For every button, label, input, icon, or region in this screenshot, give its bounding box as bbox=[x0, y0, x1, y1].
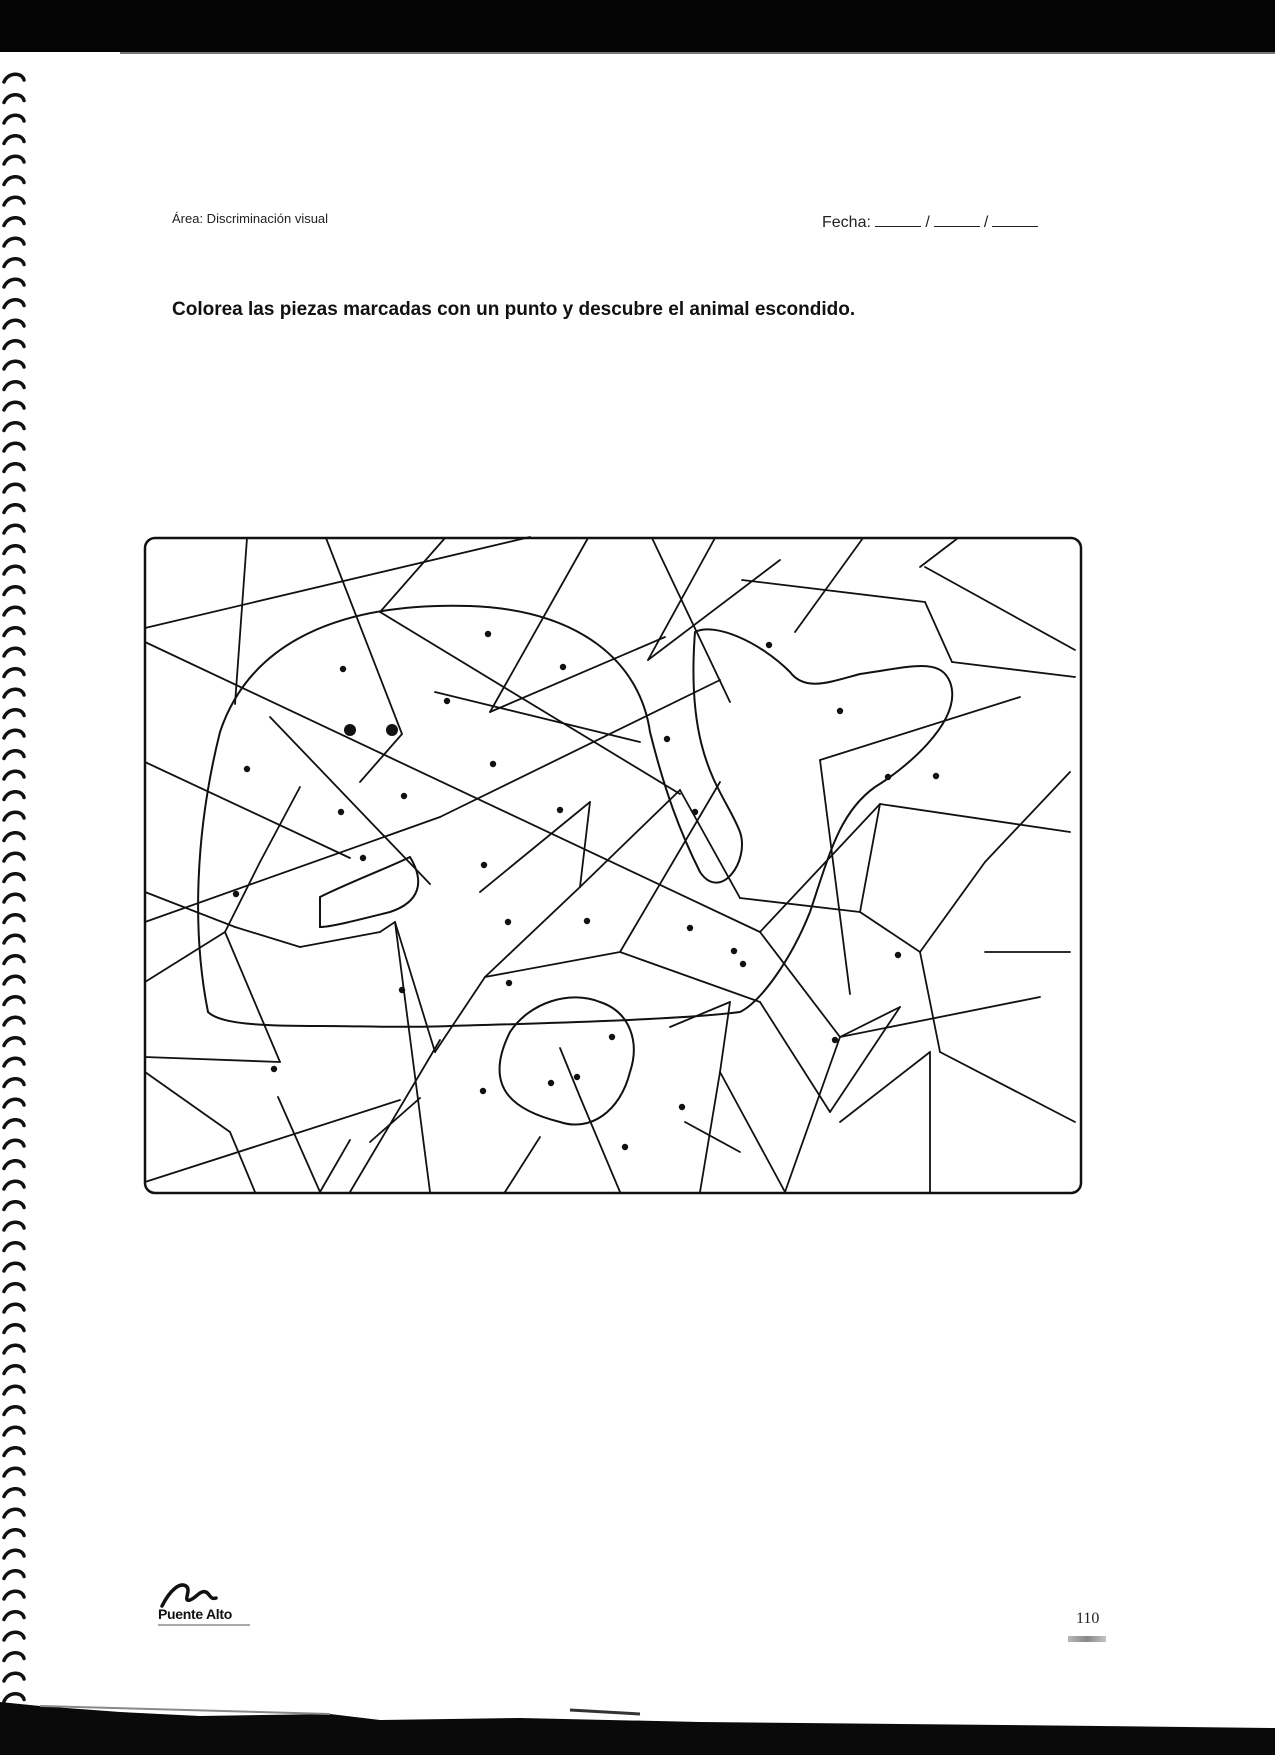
spiral-coil bbox=[4, 628, 24, 636]
spiral-coil bbox=[4, 1058, 24, 1066]
eye-left bbox=[344, 724, 356, 736]
spiral-coil bbox=[4, 1468, 24, 1476]
spiral-coil bbox=[4, 74, 24, 82]
scan-bottom-edge bbox=[0, 1692, 1275, 1755]
piece-marker-dot bbox=[444, 698, 450, 704]
spiral-coil bbox=[4, 1489, 24, 1497]
piece-marker-dot bbox=[485, 631, 491, 637]
spiral-coil bbox=[4, 238, 24, 246]
spiral-coil bbox=[4, 1366, 24, 1374]
piece-marker-dot bbox=[480, 1088, 486, 1094]
date-label: Fecha: bbox=[822, 214, 871, 231]
puente-alto-logo-mark bbox=[156, 1572, 266, 1632]
page-number-smudge bbox=[1068, 1636, 1106, 1642]
spiral-coil bbox=[4, 1550, 24, 1558]
spiral-coil bbox=[4, 1304, 24, 1312]
piece-marker-dot bbox=[933, 773, 939, 779]
spiral-coil bbox=[4, 300, 24, 308]
instruction-text: Colorea las piezas marcadas con un punto y descubre el animal escondido. bbox=[172, 299, 856, 320]
spiral-coil bbox=[4, 1571, 24, 1579]
spiral-coil bbox=[4, 1509, 24, 1517]
animal-outline bbox=[198, 606, 952, 1125]
spiral-coil bbox=[4, 669, 24, 677]
spiral-coil bbox=[4, 607, 24, 615]
spiral-coil bbox=[4, 1161, 24, 1169]
piece-marker-dot bbox=[401, 793, 407, 799]
page-top-edge bbox=[120, 52, 1275, 54]
spiral-coil bbox=[4, 1448, 24, 1456]
spiral-coil bbox=[4, 115, 24, 123]
piece-marker-dot bbox=[664, 736, 670, 742]
piece-marker-dot bbox=[557, 807, 563, 813]
spiral-coil bbox=[4, 361, 24, 369]
spiral-coil bbox=[4, 771, 24, 779]
spiral-coil bbox=[4, 341, 24, 349]
spiral-coil bbox=[4, 156, 24, 164]
spiral-coil bbox=[4, 1222, 24, 1230]
spiral-coil bbox=[4, 710, 24, 718]
spiral-coil bbox=[4, 730, 24, 738]
spiral-coil bbox=[4, 956, 24, 964]
piece-marker-dot bbox=[338, 809, 344, 815]
spiral-coil bbox=[4, 1345, 24, 1353]
spiral-coil bbox=[4, 1325, 24, 1333]
spiral-coil bbox=[4, 997, 24, 1005]
piece-marker-dot bbox=[560, 664, 566, 670]
piece-marker-dots bbox=[233, 631, 939, 1150]
piece-marker-dot bbox=[885, 774, 891, 780]
spiral-coil bbox=[4, 505, 24, 513]
piece-marker-dot bbox=[481, 862, 487, 868]
piece-marker-dot bbox=[340, 666, 346, 672]
spiral-coil bbox=[4, 177, 24, 185]
date-field bbox=[822, 214, 1038, 232]
piece-marker-dot bbox=[837, 708, 843, 714]
spiral-coil bbox=[4, 484, 24, 492]
piece-marker-dot bbox=[832, 1037, 838, 1043]
spiral-coil bbox=[4, 1017, 24, 1025]
eye-right bbox=[386, 724, 398, 736]
spiral-coil bbox=[4, 1632, 24, 1640]
spiral-coil bbox=[4, 1099, 24, 1107]
spiral-coil bbox=[4, 894, 24, 902]
spiral-coil bbox=[4, 915, 24, 923]
spiral-coil bbox=[4, 443, 24, 451]
piece-marker-dot bbox=[360, 855, 366, 861]
piece-marker-dot bbox=[490, 761, 496, 767]
spiral-coil bbox=[4, 874, 24, 882]
date-year-blank bbox=[992, 214, 1038, 227]
spiral-coil bbox=[4, 320, 24, 328]
date-day-blank bbox=[875, 214, 921, 227]
piece-marker-dot bbox=[895, 952, 901, 958]
piece-divider-lines bbox=[145, 537, 1075, 1192]
piece-marker-dot bbox=[692, 809, 698, 815]
spiral-coil bbox=[4, 464, 24, 472]
spiral-coil bbox=[4, 402, 24, 410]
spiral-coil bbox=[4, 648, 24, 656]
logo-text: Puente Alto bbox=[158, 1606, 232, 1622]
spiral-coil bbox=[4, 792, 24, 800]
spiral-coil bbox=[4, 136, 24, 144]
piece-marker-dot bbox=[506, 980, 512, 986]
piece-marker-dot bbox=[584, 918, 590, 924]
spiral-coil bbox=[4, 1427, 24, 1435]
spiral-coil bbox=[4, 853, 24, 861]
piece-marker-dot bbox=[244, 766, 250, 772]
piece-marker-dot bbox=[622, 1144, 628, 1150]
spiral-coil bbox=[4, 689, 24, 697]
spiral-coil bbox=[4, 1120, 24, 1128]
spiral-coil bbox=[4, 1202, 24, 1210]
spiral-coil bbox=[4, 976, 24, 984]
hidden-animal-puzzle bbox=[140, 532, 1085, 1197]
piece-marker-dot bbox=[609, 1034, 615, 1040]
scan-top-border bbox=[0, 0, 1275, 52]
spiral-coil bbox=[4, 1263, 24, 1271]
spiral-coil bbox=[4, 1243, 24, 1251]
spiral-coil bbox=[4, 1653, 24, 1661]
piece-marker-dot bbox=[574, 1074, 580, 1080]
date-month-blank bbox=[934, 214, 980, 227]
spiral-coil bbox=[4, 1386, 24, 1394]
spiral-coil bbox=[4, 218, 24, 226]
piece-marker-dot bbox=[399, 987, 405, 993]
spiral-coil bbox=[4, 935, 24, 943]
spiral-binding bbox=[0, 64, 32, 1704]
animal-eyes bbox=[344, 724, 398, 736]
spiral-coil bbox=[4, 1612, 24, 1620]
piece-marker-dot bbox=[233, 891, 239, 897]
area-label: Área: Discriminación visual bbox=[172, 211, 329, 226]
spiral-coil bbox=[4, 197, 24, 205]
spiral-coil bbox=[4, 259, 24, 267]
spiral-coil bbox=[4, 1591, 24, 1599]
piece-marker-dot bbox=[731, 948, 737, 954]
spiral-coil bbox=[4, 95, 24, 103]
piece-marker-dot bbox=[679, 1104, 685, 1110]
spiral-coil bbox=[4, 812, 24, 820]
spiral-coil bbox=[4, 525, 24, 533]
spiral-coil bbox=[4, 751, 24, 759]
piece-marker-dot bbox=[548, 1080, 554, 1086]
spiral-coil bbox=[4, 423, 24, 431]
spiral-coil bbox=[4, 546, 24, 554]
spiral-coil bbox=[4, 1407, 24, 1415]
piece-marker-dot bbox=[687, 925, 693, 931]
spiral-coil bbox=[4, 833, 24, 841]
spiral-coil bbox=[4, 1140, 24, 1148]
spiral-coil bbox=[4, 1181, 24, 1189]
spiral-coil bbox=[4, 382, 24, 390]
piece-marker-dot bbox=[505, 919, 511, 925]
spiral-coil bbox=[4, 1673, 24, 1681]
piece-marker-dot bbox=[766, 642, 772, 648]
spiral-coil bbox=[4, 1284, 24, 1292]
spiral-coil bbox=[4, 566, 24, 574]
spiral-coil bbox=[4, 1038, 24, 1046]
date-separator: / bbox=[925, 214, 930, 231]
spiral-coil bbox=[4, 1530, 24, 1538]
spiral-coil bbox=[4, 1079, 24, 1087]
piece-marker-dot bbox=[271, 1066, 277, 1072]
piece-marker-dot bbox=[740, 961, 746, 967]
page-number: 110 bbox=[1076, 1610, 1100, 1627]
date-separator: / bbox=[983, 214, 989, 231]
spiral-coil bbox=[4, 587, 24, 595]
spiral-coil bbox=[4, 279, 24, 287]
